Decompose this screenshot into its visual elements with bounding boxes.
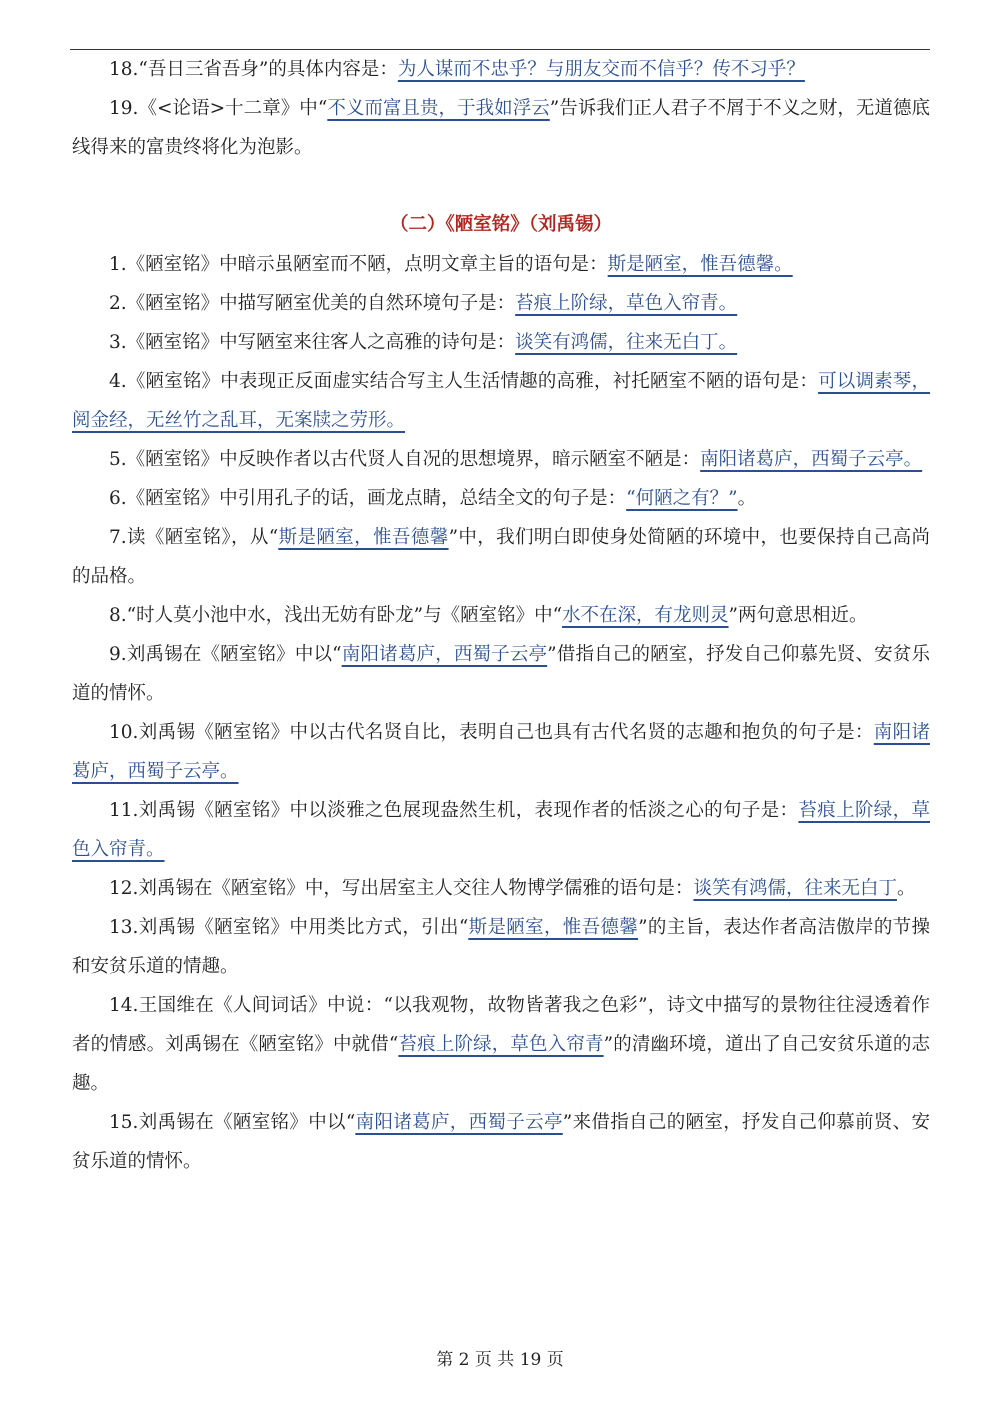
- answer-text: 南阳诸葛庐，西蜀子云亭: [341, 644, 548, 665]
- question-text: ”借指自己的陋室，抒发自己仰慕先贤、安贫乐道的情怀。: [72, 644, 930, 704]
- question-text: ”的清幽环境，道出了自己安贫乐道的志趣。: [72, 1034, 930, 1094]
- answer-text: 南阳诸葛庐，西蜀子云亭: [355, 1112, 563, 1133]
- question-item: [72, 50, 930, 89]
- question-text: 9.刘禹锡在《陋室铭》中以“: [109, 644, 342, 665]
- question-text: 18.“吾日三省吾身”的具体内容是：: [109, 59, 398, 80]
- answer-text: 谈笑有鸿儒，往来无白丁。: [515, 332, 738, 353]
- question-text: 6.《陋室铭》中引用孔子的话，画龙点睛，总结全文的句子是：: [109, 488, 627, 509]
- question-text: ”中，我们明白即使身处简陋的环境中，也要保持自己高尚的品格。: [72, 527, 931, 587]
- section-heading: （二）《陋室铭》（刘禹锡）: [389, 214, 612, 235]
- answer-text: 可以调素琴，阅金经，无丝竹之乱耳，无案牍之劳形。: [72, 371, 930, 431]
- answer-text: 谈笑有鸿儒，往来无白丁: [693, 878, 897, 899]
- question-text: 10.刘禹锡《陋室铭》中以古代名贤自比，表明自己也具有古代名贤的志趣和抱负的句子是：: [109, 722, 874, 743]
- question-text: 8.“时人莫小池中水，浅出无妨有卧龙”与《陋室铭》中“: [109, 605, 563, 626]
- question-text: ”来借指自己的陋室，抒发自己仰慕前贤、安贫乐道的情怀。: [72, 1112, 930, 1172]
- section-a-list: [72, 50, 930, 167]
- question-item: [72, 791, 930, 869]
- answer-text: 南阳诸葛庐，西蜀子云亭。: [700, 449, 923, 470]
- question-item: [72, 713, 930, 791]
- question-text: 12.刘禹锡在《陋室铭》中，写出居室主人交往人物博学儒雅的语句是：: [109, 878, 694, 899]
- question-text: 13.刘禹锡《陋室铭》中用类比方式，引出“: [109, 917, 469, 938]
- answer-text: 不义而富且贵，于我如浮云: [327, 98, 550, 119]
- page-content: [72, 50, 930, 1181]
- answer-text: 斯是陋室，惟吾德馨: [278, 527, 449, 548]
- question-item: [72, 518, 930, 596]
- question-item: [72, 89, 930, 167]
- question-item: [72, 245, 930, 284]
- answer-text: 为人谋而不忠乎？与朋友交而不信乎？传不习乎？: [397, 59, 805, 80]
- question-item: [72, 284, 930, 323]
- question-text: 19.《<论语>十二章》中“: [109, 98, 328, 119]
- question-item: [72, 635, 930, 713]
- answer-text: 斯是陋室，惟吾德馨: [468, 917, 639, 938]
- answer-text: 苔痕上阶绿，草色入帘青。: [515, 293, 738, 314]
- question-text: 7.读《陋室铭》，从“: [109, 527, 279, 548]
- section-b-list: [72, 245, 930, 1181]
- question-text: 4.《陋室铭》中表现正反面虚实结合写主人生活情趣的高雅，衬托陋室不陋的语句是：: [109, 371, 819, 392]
- question-text: ”两句意思相近。: [728, 605, 868, 626]
- question-text: 5.《陋室铭》中反映作者以古代贤人自况的思想境界，暗示陋室不陋是：: [109, 449, 701, 470]
- question-text: 。: [896, 878, 916, 899]
- answer-text: 水不在深，有龙则灵: [562, 605, 729, 626]
- question-item: [72, 362, 930, 440]
- question-text: 14.王国维在《人间词话》中说：“以我观物，故物皆著我之色彩”，诗文中描写的景物往往浸透着作者的情感。刘禹锡在《陋室铭》中就借“: [72, 995, 930, 1055]
- question-text: ”告诉我们正人君子不屑于不义之财，无道德底线得来的富贵终将化为泡影。: [72, 98, 930, 158]
- question-item: [72, 1103, 930, 1181]
- answer-text: 苔痕上阶绿，草色入帘青: [398, 1034, 604, 1055]
- question-text: ”的主旨，表达作者高洁傲岸的节操和安贫乐道的情趣。: [72, 917, 930, 977]
- question-text: 1.《陋室铭》中暗示虽陋室而不陋，点明文章主旨的语句是：: [109, 254, 608, 275]
- page-footer: 第 2 页 共 19 页: [436, 1350, 564, 1370]
- question-text: 2.《陋室铭》中描写陋室优美的自然环境句子是：: [109, 293, 516, 314]
- question-item: [72, 440, 930, 479]
- question-text: 11.刘禹锡《陋室铭》中以淡雅之色展现盎然生机，表现作者的恬淡之心的句子是：: [109, 800, 799, 821]
- question-text: 。: [737, 488, 757, 509]
- question-item: [72, 596, 930, 635]
- question-text: 3.《陋室铭》中写陋室来往客人之高雅的诗句是：: [109, 332, 516, 353]
- question-item: [72, 908, 930, 986]
- question-text: 15.刘禹锡在《陋室铭》中以“: [109, 1112, 356, 1133]
- answer-text: 南阳诸葛庐，西蜀子云亭。: [72, 722, 930, 782]
- answer-text: 苔痕上阶绿，草色入帘青。: [72, 800, 930, 860]
- answer-text: 斯是陋室，惟吾德馨。: [607, 254, 793, 275]
- answer-text: “何陋之有？”: [626, 488, 738, 509]
- question-item: [72, 869, 930, 908]
- question-item: [72, 986, 930, 1103]
- question-item: [72, 479, 930, 518]
- question-item: [72, 323, 930, 362]
